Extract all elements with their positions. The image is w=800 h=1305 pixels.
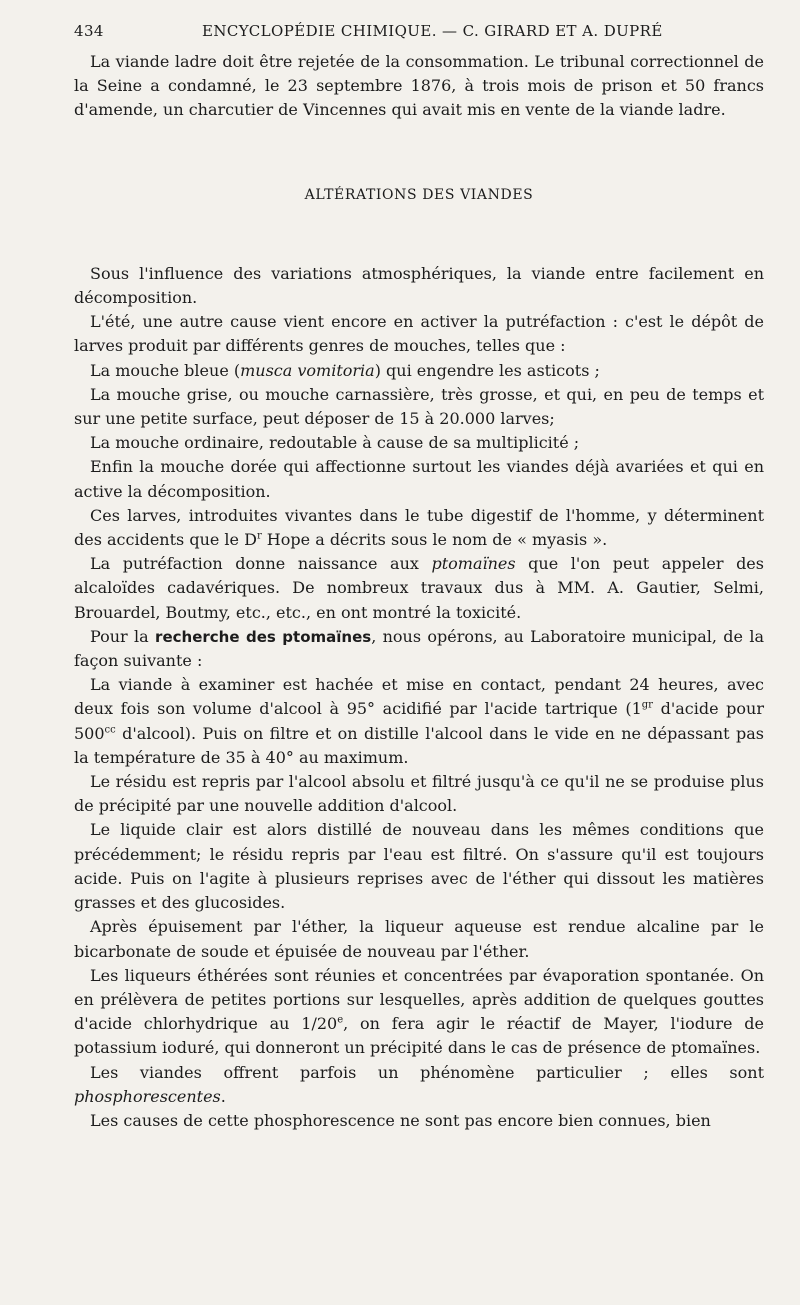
- body-text: [74, 50, 764, 1133]
- intro-paragraph: La viande ladre doit être rejetée de la consommation. Le tribunal correctionnel de la Seine a condamné, le 23 septembre 1876, à trois mois de prison et 50 francs d'amende, un charcutier de Vincennes qui avait mis en vente de la viande ladre.: [74, 52, 764, 120]
- paragraph-recherche: Pour la recherche des ptomaïnes, nous opérons, au Laboratoire municipal, de la façon suivante :: [74, 626, 765, 671]
- paragraph-ete: L'été, une autre cause vient encore en activer la putréfaction : c'est le dépôt de larves produit par différents genres de mouches, telles que :: [74, 312, 764, 356]
- section-heading: ALTÉRATIONS DES VIANDES: [304, 186, 534, 203]
- paragraph-phosphorescentes: Les viandes offrent parfois un phénomène particulier ; elles sont phosphorescentes.: [74, 1062, 764, 1106]
- paragraph-mouche-ordinaire: La mouche ordinaire, redoutable à cause de sa multiplicité ;: [90, 433, 580, 453]
- paragraph-causes: Les causes de cette phosphorescence ne sont pas encore bien connues, bien: [90, 1110, 711, 1130]
- paragraph-influence: Sous l'influence des variations atmosphériques, la viande entre facilement en décomposition.: [74, 263, 764, 308]
- paragraph-liqueurs: Les liqueurs éthérées sont réunies et concentrées par évaporation spontanée. On en prélèvera de petites portions sur lesquelles, après addition de quelques gouttes d'acide chlorhydrique au 1/20e, on fera agir le réactif de Mayer, l'iodure de potassium ioduré, qui donneront un précipité dans le cas de présence de ptomaïnes.: [74, 965, 764, 1058]
- paragraph-ptomaines: La putréfaction donne naissance aux ptomaïnes que l'on peut appeler des alcaloïdes cadavériques. De nombreux travaux dus à MM. A. Gautier, Selmi, Brouardel, Boutmy, etc., etc., en ont montré la toxicité.: [74, 554, 764, 622]
- running-header: [74, 22, 764, 50]
- running-title: ENCYCLOPÉDIE CHIMIQUE. — C. GIRARD ET A. DUPRÉ: [202, 22, 663, 40]
- paragraph-epuisement: Après épuisement par l'éther, la liqueur aqueuse est rendue alcaline par le bicarbonate de soude et épuisée de nouveau par l'éther.: [74, 917, 764, 961]
- emphasis-ptomaines: ptomaïnes: [431, 554, 516, 574]
- paragraph-mouche-bleue: La mouche bleue (musca vomitoria) qui engendre les asticots ;: [90, 360, 600, 380]
- page-number: 434: [74, 22, 104, 40]
- paragraph-mouche-doree: Enfin la mouche dorée qui affectionne surtout les viandes déjà avariées et qui en active la décomposition.: [74, 457, 764, 501]
- paragraph-mouche-grise: La mouche grise, ou mouche carnassière, très grosse, et qui, en peu de temps et sur une petite surface, peut déposer de 15 à 20.000 larves;: [74, 384, 764, 429]
- paragraph-residu: Le résidu est repris par l'alcool absolu et filtré jusqu'à ce qu'il ne se produise plus de précipité par une nouvelle addition d'alcool.: [74, 772, 764, 816]
- paragraph-liquide-clair: Le liquide clair est alors distillé de nouveau dans les mêmes conditions que précédemment; le résidu repris par l'eau est filtré. On s'assure qu'il est toujours acide. Puis on l'agite à plusieurs reprises avec de l'éther qui dissout les matières grasses et des glucosides.: [74, 820, 764, 913]
- bold-term: recherche des ptomaïnes: [155, 627, 372, 646]
- paragraph-viande-examiner: La viande à examiner est hachée et mise en contact, pendant 24 heures, avec deux fois son volume d'alcool à 95° acidifié par l'acide tartrique ($1^{gr}$ d'acide pour $500^{cc}$ d'alcool). Puis on filtre et on distille l'alcool dans le vide en ne dépassant pas la température de 35 à 40° au maximum.: [74, 675, 764, 767]
- latin-term: musca vomitoria: [240, 360, 375, 380]
- emphasis-phosphorescentes: phosphorescentes: [74, 1086, 221, 1106]
- paragraph-larves: Ces larves, introduites vivantes dans le tube digestif de l'homme, y déterminent des accidents que le $D^r$ Hope a décrits sous le nom de « myasis ».: [74, 505, 764, 550]
